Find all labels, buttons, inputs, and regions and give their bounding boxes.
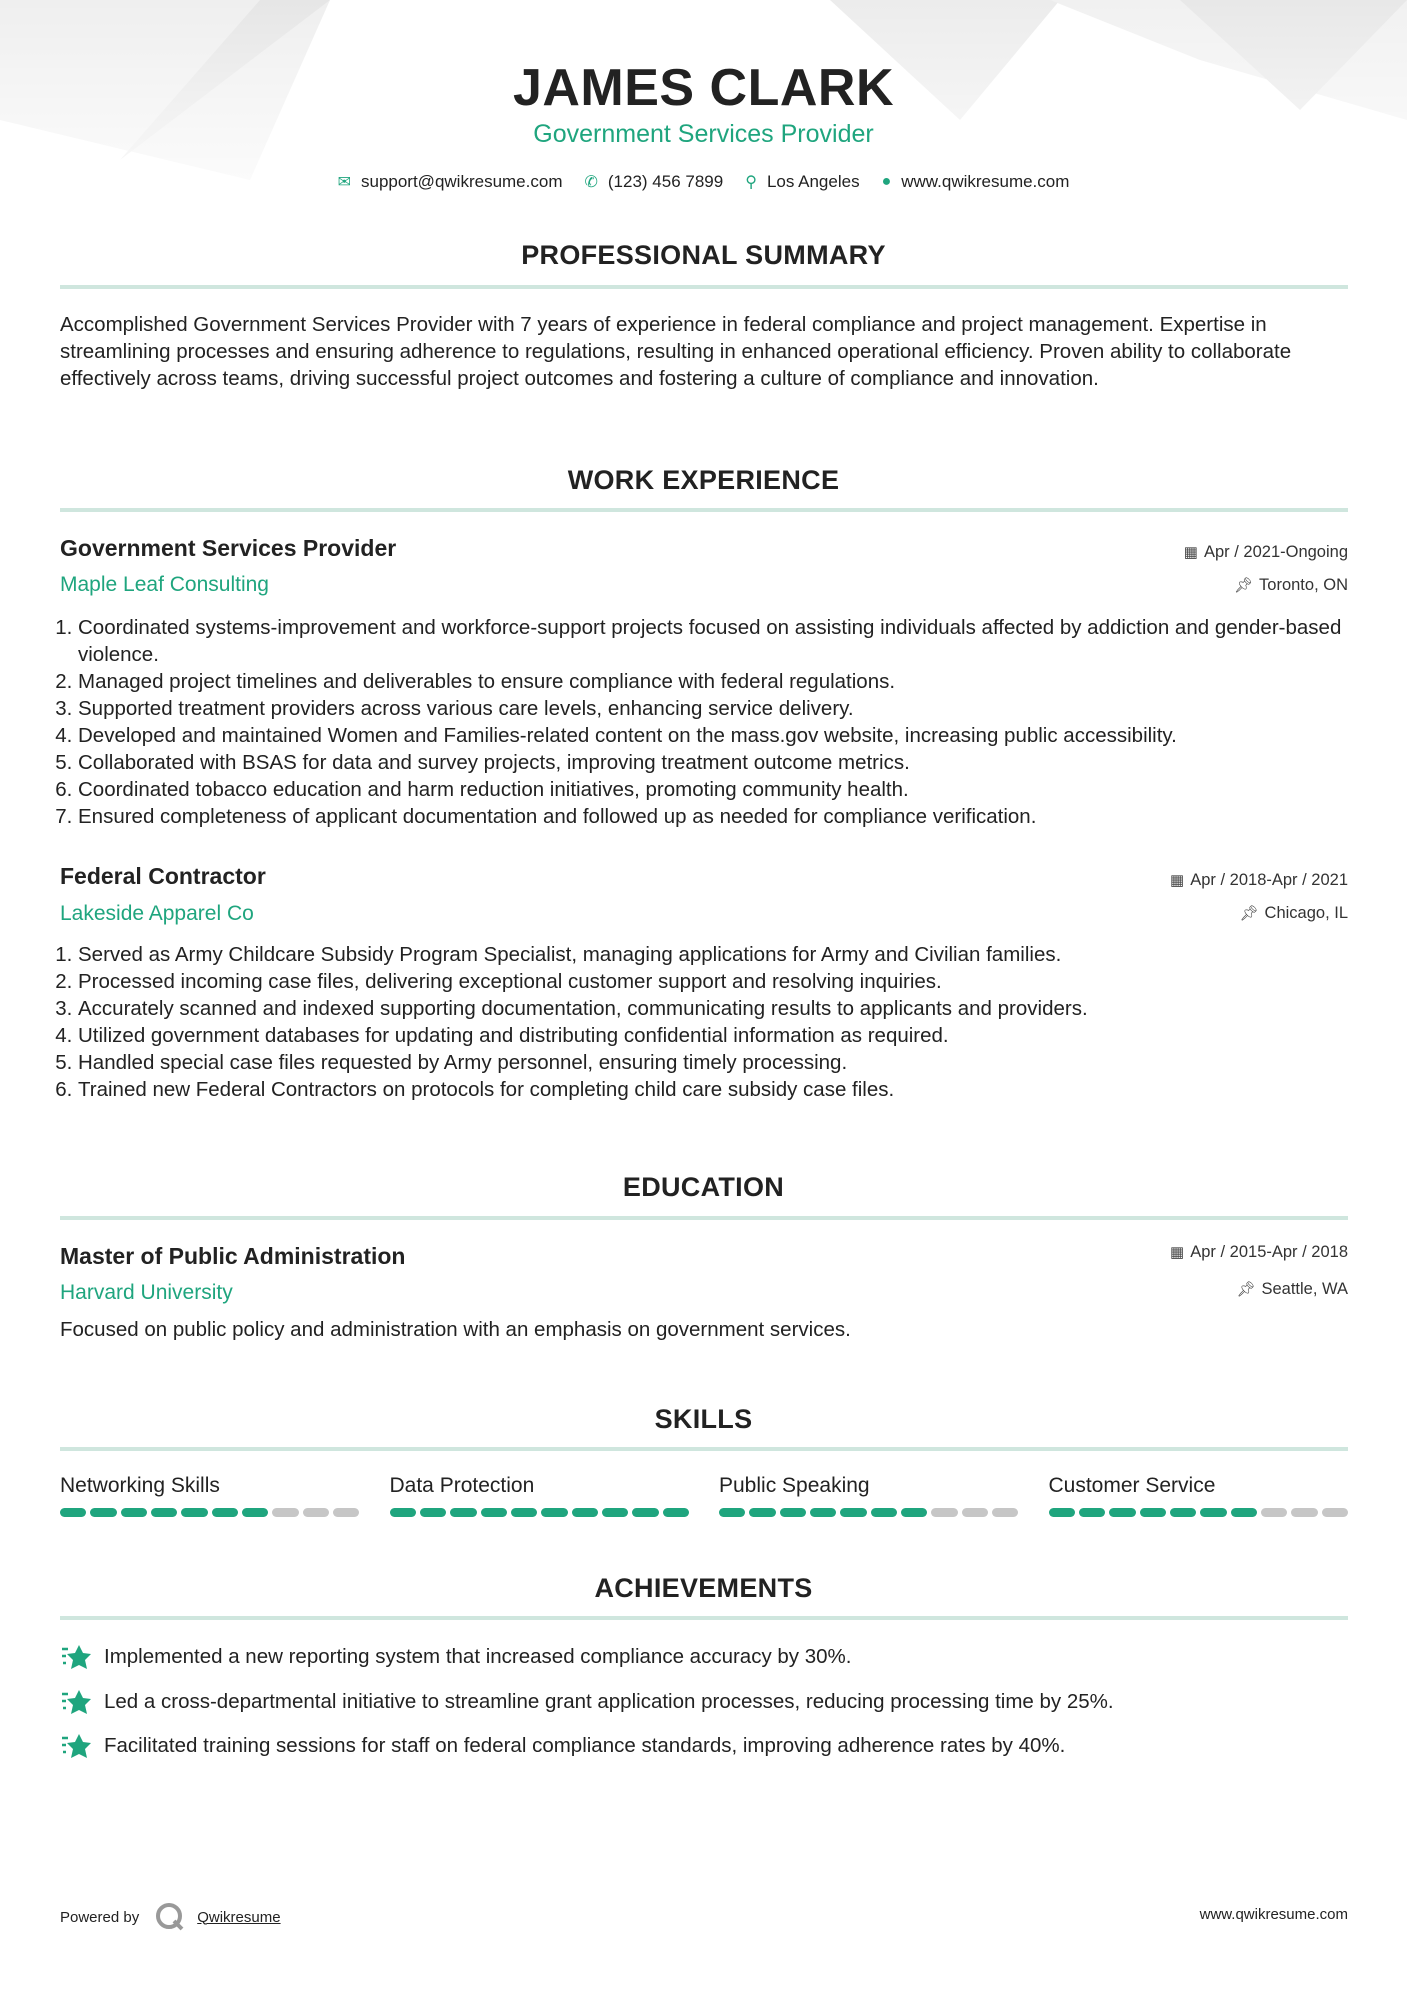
education-heading: EDUCATION (622, 1172, 785, 1202)
skill-level-bar (719, 1508, 1019, 1517)
location-text: Seattle, WA (1261, 1280, 1348, 1298)
skill-dot-filled (1231, 1508, 1257, 1517)
achievement-text: Led a cross-departmental initiative to streamline grant application processes, reducing processing time by 25%. (104, 1690, 1114, 1713)
skill-dot-empty (303, 1508, 329, 1517)
skill-dot-filled (60, 1508, 86, 1517)
list-item: 2. Managed project timelines and deliverables to ensure compliance with federal regulations. (78, 668, 1350, 695)
skill-dot-filled (840, 1508, 866, 1517)
education-description: Focused on public policy and administration with an emphasis on government services. (60, 1318, 851, 1341)
job-dates (1170, 871, 1348, 890)
education-location (1236, 1280, 1348, 1299)
job-company: Maple Leaf Consulting (60, 573, 269, 596)
job-company: Lakeside Apparel Co (60, 902, 254, 925)
achievement-text: Implemented a new reporting system that increased compliance accuracy by 30%. (104, 1645, 852, 1668)
calendar-icon: ▦ (1170, 872, 1185, 889)
section-divider (60, 1616, 1348, 1620)
calendar-icon: ▦ (1183, 544, 1198, 561)
location-text: Chicago, IL (1264, 904, 1348, 922)
skill-level-bar (60, 1508, 360, 1517)
section-divider (60, 508, 1348, 512)
contact-location: Los Angeles (766, 172, 860, 191)
location-pin-icon: ⚲ (745, 174, 757, 191)
skill-dot-filled (780, 1508, 806, 1517)
contact-email[interactable]: support@qwikresume.com (360, 172, 563, 191)
star-icon (60, 1643, 92, 1671)
skill-dot-empty (1322, 1508, 1348, 1517)
degree: Master of Public Administration (60, 1243, 406, 1269)
list-item: 4. Utilized government databases for updating and distributing confidential information as required. (78, 1022, 1350, 1049)
job-title: Government Services Provider (60, 535, 397, 561)
skill-level-bar (1049, 1508, 1349, 1517)
pushpin-icon: 📌︎ (1236, 1281, 1256, 1298)
dates-text: Apr / 2015-Apr / 2018 (1190, 1243, 1348, 1261)
skill-dot-filled (121, 1508, 147, 1517)
skill-dot-filled (749, 1508, 775, 1517)
skill-dot-filled (871, 1508, 897, 1517)
achievement-item (60, 1688, 1114, 1716)
footer-powered-by (60, 1902, 281, 1932)
list-item: 6. Trained new Federal Contractors on protocols for completing child care subsidy case files. (78, 1076, 1350, 1103)
star-icon (60, 1688, 92, 1716)
skill-level-bar (390, 1508, 690, 1517)
skill-dot-filled (1170, 1508, 1196, 1517)
skill-item (1049, 1474, 1349, 1517)
section-divider (60, 1216, 1348, 1220)
summary-text: Accomplished Government Services Provider with 7 years of experience in federal compliance and project management. Expertise in streamlining processes and ensuring adherence to regulations, resulting in enhanced operational efficiency. Proven ability to collaborate effectively across teams, driving successful project outcomes and fostering a culture of compliance and innovation. (60, 313, 1292, 390)
list-item: 7. Ensured completeness of applicant documentation and followed up as needed for compliance verification. (78, 803, 1350, 830)
list-item: 5. Handled special case files requested by Army personnel, ensuring timely processing. (78, 1049, 1350, 1076)
school: Harvard University (60, 1281, 233, 1304)
list-item: 6. Coordinated tobacco education and harm reduction initiatives, promoting community health. (78, 776, 1350, 803)
skill-dot-filled (450, 1508, 476, 1517)
skill-dot-filled (1049, 1508, 1075, 1517)
list-item: 3. Accurately scanned and indexed supporting documentation, communicating results to applicants and providers. (78, 995, 1350, 1022)
list-item: 1. Coordinated systems-improvement and workforce-support projects focused on assisting individuals affected by addiction and gender-based violence. (78, 614, 1350, 668)
skill-dot-empty (962, 1508, 988, 1517)
section-divider (60, 285, 1348, 289)
skill-dot-filled (901, 1508, 927, 1517)
skill-dot-filled (481, 1508, 507, 1517)
skill-item (390, 1474, 690, 1517)
candidate-name: JAMES CLARK (512, 59, 895, 117)
experience-heading: WORK EXPERIENCE (567, 465, 840, 495)
list-item: 5. Collaborated with BSAS for data and survey projects, improving treatment outcome metrics. (78, 749, 1350, 776)
skill-dot-filled (602, 1508, 628, 1517)
contact-phone: (123) 456 7899 (607, 172, 724, 191)
job-bullets (60, 614, 1350, 830)
skill-name: Networking Skills (60, 1474, 220, 1497)
skill-dot-empty (1291, 1508, 1317, 1517)
skill-dot-filled (511, 1508, 537, 1517)
skill-dot-empty (272, 1508, 298, 1517)
globe-icon: ● (881, 173, 892, 190)
skills-list (60, 1474, 1348, 1517)
skill-dot-empty (931, 1508, 957, 1517)
skill-item (719, 1474, 1019, 1517)
job-location (1239, 904, 1348, 923)
job-location (1234, 576, 1348, 595)
list-item: 3. Supported treatment providers across various care levels, enhancing service delivery. (78, 695, 1350, 722)
skill-dot-empty (1261, 1508, 1287, 1517)
skill-dot-filled (420, 1508, 446, 1517)
pushpin-icon: 📌︎ (1239, 905, 1259, 922)
contact-bar (0, 172, 1407, 192)
dates-text: Apr / 2018-Apr / 2021 (1190, 871, 1348, 889)
job-dates (1184, 543, 1348, 562)
achievement-item (60, 1732, 1065, 1760)
skill-dot-empty (333, 1508, 359, 1517)
email-icon: ✉ (337, 174, 351, 191)
skill-dot-filled (663, 1508, 689, 1517)
skill-dot-filled (242, 1508, 268, 1517)
skill-name: Customer Service (1048, 1474, 1216, 1497)
education-dates (1170, 1243, 1348, 1262)
qwikresume-link[interactable]: Qwikresume (197, 1908, 281, 1926)
skill-name: Public Speaking (719, 1474, 870, 1497)
skill-dot-filled (541, 1508, 567, 1517)
skill-dot-filled (719, 1508, 745, 1517)
skill-dot-filled (390, 1508, 416, 1517)
achievement-text: Facilitated training sessions for staff on federal compliance standards, improving adherence rates by 40%. (104, 1734, 1066, 1757)
skill-dot-filled (632, 1508, 658, 1517)
powered-by-label: Powered by (60, 1908, 140, 1926)
calendar-icon: ▦ (1170, 1244, 1185, 1261)
list-item: 1. Served as Army Childcare Subsidy Program Specialist, managing applications for Army and Civilian families. (78, 941, 1350, 968)
star-icon (60, 1732, 92, 1760)
list-item: 2. Processed incoming case files, delivering exceptional customer support and resolving inquiries. (78, 968, 1350, 995)
skill-item (60, 1474, 360, 1517)
skill-dot-filled (1109, 1508, 1135, 1517)
skill-dot-filled (810, 1508, 836, 1517)
achievement-item (60, 1643, 851, 1671)
pushpin-icon: 📌︎ (1233, 577, 1254, 594)
location-text: Toronto, ON (1259, 576, 1348, 594)
footer-website[interactable]: www.qwikresume.com (1199, 1906, 1348, 1923)
job-bullets (60, 941, 1350, 1103)
phone-icon: ✆ (584, 174, 598, 191)
skill-dot-filled (1140, 1508, 1166, 1517)
skills-heading: SKILLS (654, 1404, 753, 1434)
skill-dot-filled (1200, 1508, 1226, 1517)
contact-website[interactable]: www.qwikresume.com (901, 172, 1070, 191)
skill-name: Data Protection (389, 1474, 535, 1497)
list-item: 4. Developed and maintained Women and Families-related content on the mass.gov website, increasing public accessibility. (78, 722, 1350, 749)
skill-dot-filled (212, 1508, 238, 1517)
skill-dot-filled (1079, 1508, 1105, 1517)
skill-dot-filled (572, 1508, 598, 1517)
candidate-title: Government Services Provider (533, 120, 874, 148)
skill-dot-filled (181, 1508, 207, 1517)
qwikresume-logo-icon (155, 1902, 185, 1932)
dates-text: Apr / 2021-Ongoing (1203, 543, 1348, 561)
summary-heading: PROFESSIONAL SUMMARY (521, 240, 886, 270)
skill-dot-filled (90, 1508, 116, 1517)
achievements-heading: ACHIEVEMENTS (594, 1573, 813, 1603)
section-divider (60, 1447, 1348, 1451)
job-title: Federal Contractor (60, 863, 266, 889)
skill-dot-filled (151, 1508, 177, 1517)
skill-dot-empty (992, 1508, 1018, 1517)
